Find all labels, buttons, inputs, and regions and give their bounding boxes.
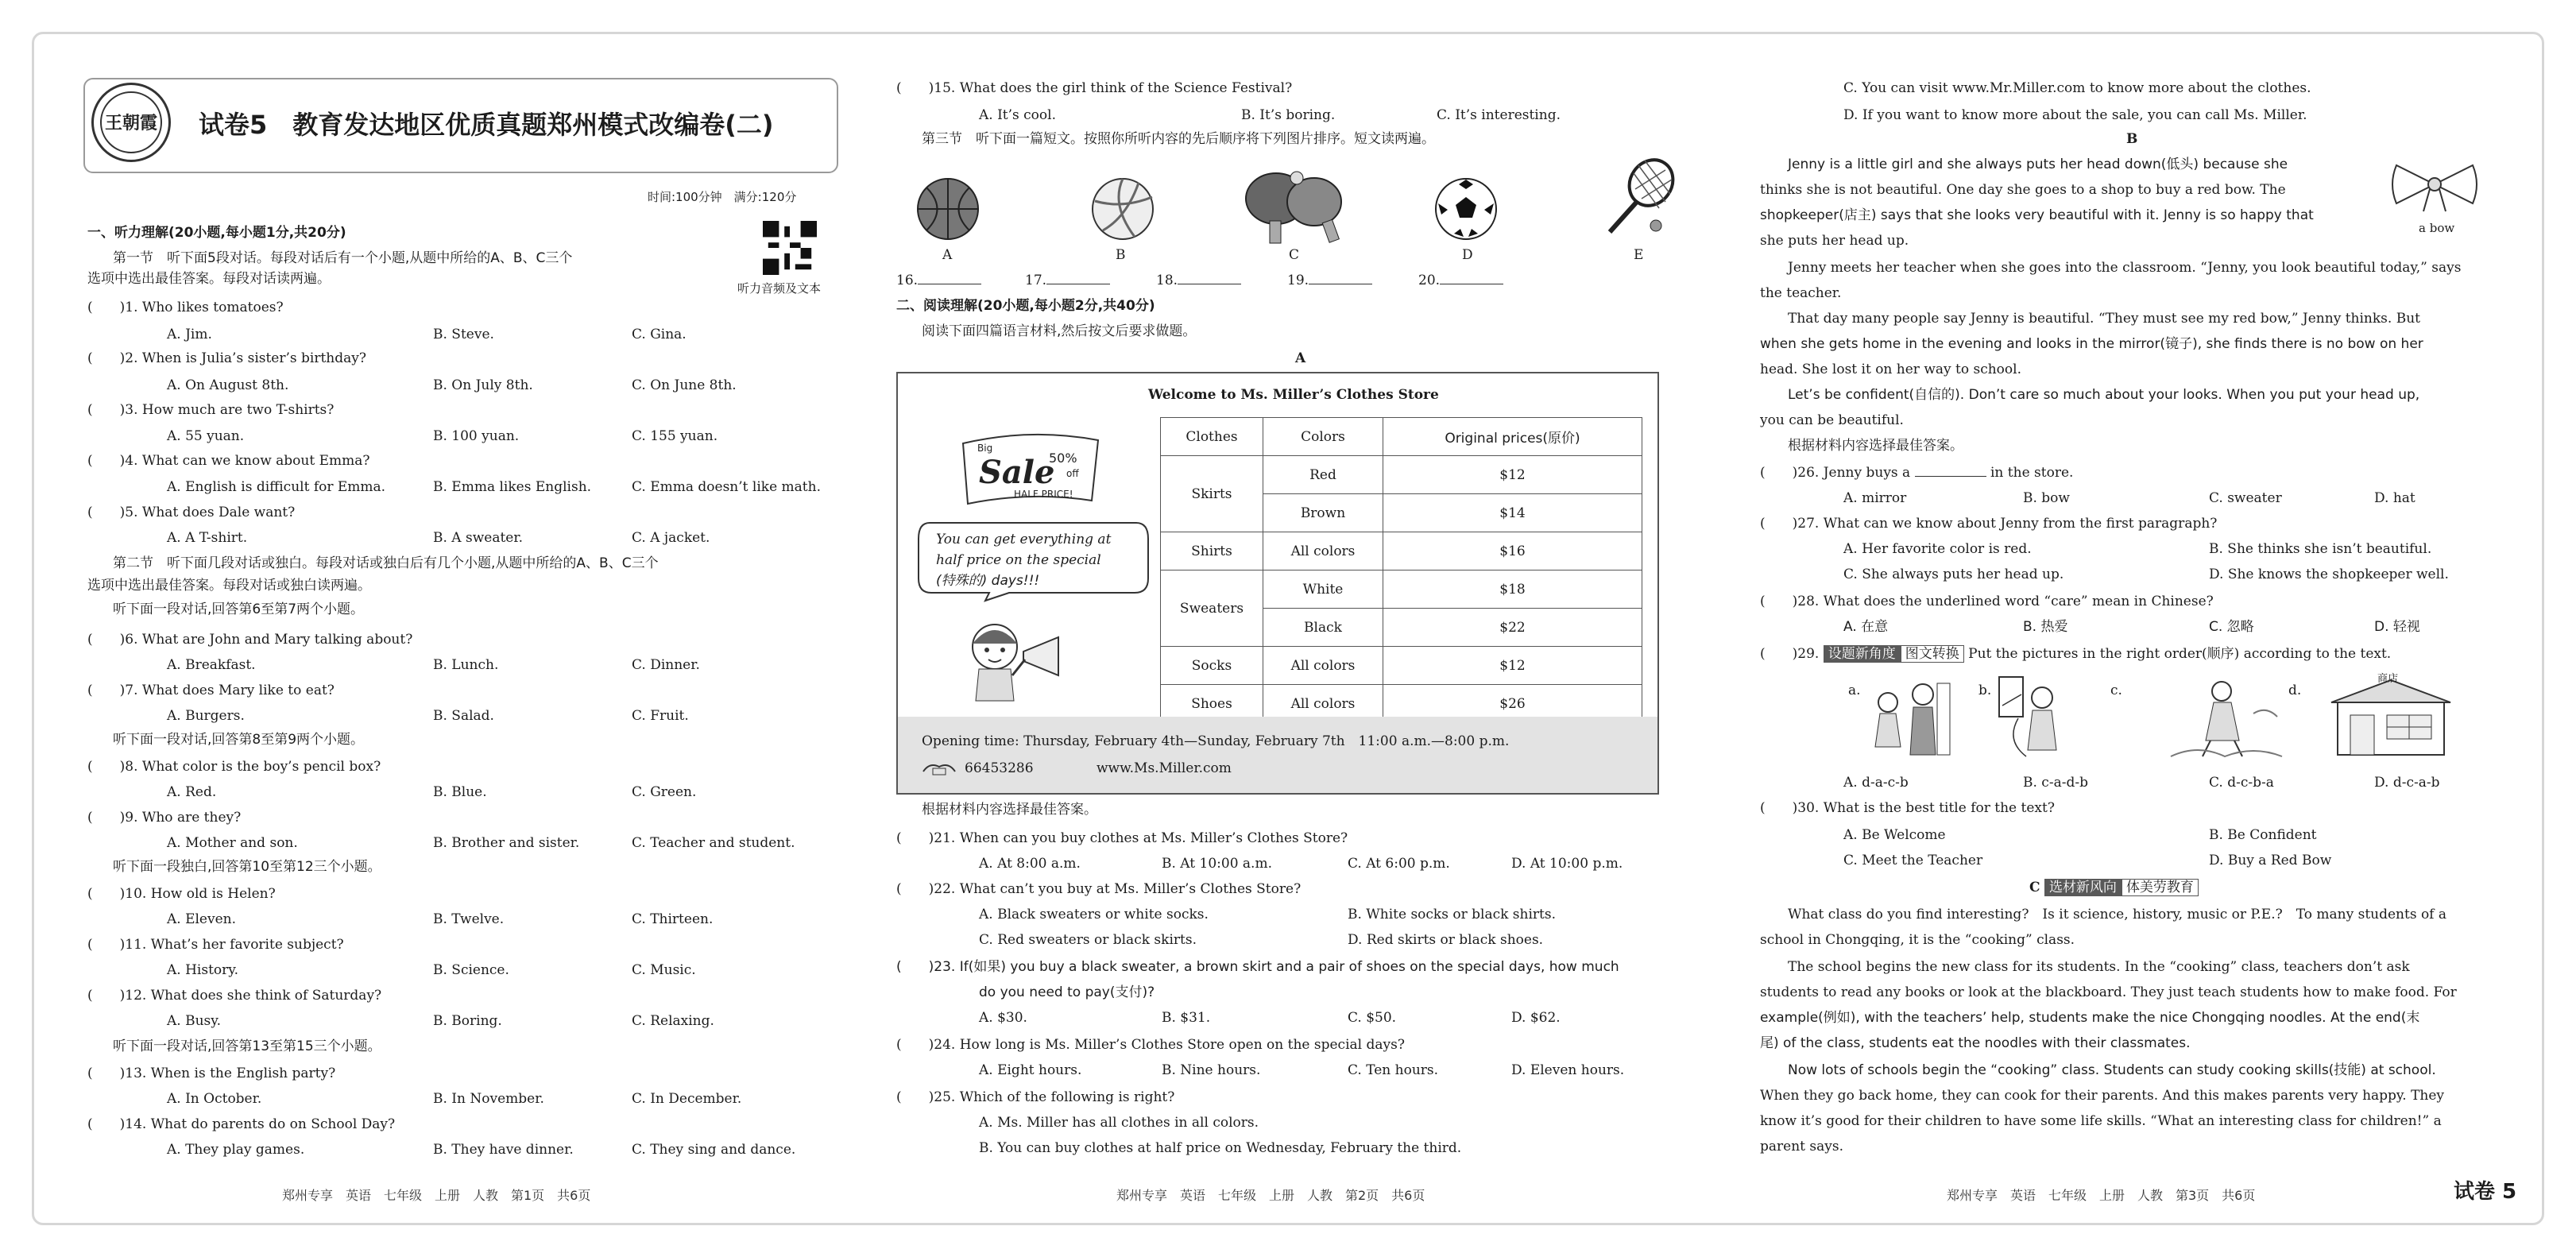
cell-shirts: Shirts	[1161, 532, 1263, 570]
passage-c-line: What class do you find interesting? Is it science, history, music or P.E.? To many students of a	[1788, 907, 2447, 922]
sale-half: HALF PRICE!	[1014, 489, 1073, 500]
option[interactable]: B. She thinks she isn’t beautiful.	[2209, 541, 2432, 557]
sale-word: Sale	[979, 454, 1055, 491]
basketball-icon	[912, 173, 984, 245]
question-29-number: ( )29.	[1760, 646, 1820, 662]
option[interactable]: B. c-a-d-b	[2023, 775, 2088, 791]
option[interactable]: C. She always puts her head up.	[1843, 567, 2064, 582]
picture-label-e: E	[1634, 247, 1644, 263]
question-26-tail: in the store.	[1990, 465, 2074, 481]
cell-shoes: Shoes	[1161, 685, 1263, 723]
option[interactable]: C. Gina.	[632, 327, 687, 342]
picture-label: b.	[1978, 683, 1992, 698]
passage-b-line: she puts her head up.	[1760, 233, 1909, 249]
walking-crowd-icon	[2166, 674, 2285, 761]
bubble-line-1: You can get everything at	[936, 532, 1112, 547]
passage-b-line: shopkeeper(店主) says that she looks very beautiful with it. Jenny is so happy that	[1760, 207, 2314, 223]
girl-mirror-icon	[1994, 674, 2066, 761]
blank-19[interactable]	[1287, 272, 1372, 289]
option[interactable]: B. $31.	[1162, 1010, 1211, 1026]
question-7: ( )7. What does Mary like to eat?	[87, 683, 335, 698]
option[interactable]: C. $50.	[1348, 1010, 1397, 1026]
section1-instruction: 第一节 听下面5段对话。每段对话后有一个小题,从题中所给的A、B、C三个	[113, 250, 573, 266]
tag-badge: 设题新角度	[1824, 645, 1901, 663]
question-11: ( )11. What’s her favorite subject?	[87, 937, 344, 953]
option[interactable]: C. Fruit.	[632, 708, 689, 724]
option[interactable]: A. A T-shirt.	[167, 530, 248, 546]
section-b-label: B	[2126, 131, 2138, 147]
section-c-label: C	[2029, 880, 2040, 895]
passage-b-line: thinks she is not beautiful. One day she goes to a shop to buy a red bow. The	[1760, 182, 2286, 198]
blank-number: 19.	[1287, 273, 1309, 288]
option[interactable]: D. $62.	[1511, 1010, 1561, 1026]
group-instruction: 听下面一段独白,回答第10至第12三个小题。	[113, 859, 381, 875]
blank-16[interactable]	[896, 272, 981, 289]
blank-number: 17.	[1025, 273, 1047, 288]
question-27: ( )27. What can we know about Jenny from the first paragraph?	[1760, 516, 2218, 532]
option[interactable]: B. Lunch.	[433, 657, 499, 673]
reading-instruction: 根据材料内容选择最佳答案。	[922, 802, 1097, 818]
logo-seal	[91, 83, 171, 162]
option[interactable]: A. Mother and son.	[167, 835, 298, 851]
option[interactable]: C. A jacket.	[632, 530, 710, 546]
option[interactable]: B. Emma likes English.	[433, 479, 592, 495]
group-instruction: 听下面一段对话,回答第13至第15三个小题。	[113, 1038, 381, 1054]
option[interactable]: D. 轻视	[2374, 619, 2420, 635]
question-8: ( )8. What color is the boy’s pencil box?	[87, 759, 381, 775]
section2-instruction-2: 选项中选出最佳答案。每段对话或独白读两遍。	[87, 578, 371, 594]
passage-b-line: the teacher.	[1760, 285, 1842, 301]
passage-c-line: example(例如), with the teachers’ help, students make the nice Chongqing noodles. At the end(末	[1760, 1010, 2420, 1026]
passage-b-line: Jenny meets her teacher when she goes into the classroom. “Jenny, you look beautiful today,” says	[1788, 260, 2462, 276]
question-12: ( )12. What does she think of Saturday?	[87, 988, 382, 1004]
option[interactable]: A. It’s cool.	[979, 107, 1056, 123]
reading-instruction: 根据材料内容选择最佳答案。	[1788, 438, 1963, 454]
girl-teacher-icon	[1864, 675, 1951, 761]
svg-text:王朝霞: 王朝霞	[104, 113, 158, 133]
question-10: ( )10. How old is Helen?	[87, 886, 276, 902]
option[interactable]: C. Relaxing.	[632, 1013, 714, 1029]
option[interactable]: C. It’s interesting.	[1437, 107, 1561, 123]
section-a-label: A	[1295, 350, 1306, 366]
store-info-bar	[898, 717, 1657, 793]
option[interactable]: A. Her favorite color is red.	[1843, 541, 2032, 557]
page-footer-2: 郑州专享 英语 七年级 上册 人教 第2页 共6页	[1116, 1188, 1425, 1203]
option[interactable]: A. At 8:00 a.m.	[979, 856, 1081, 872]
passage-c-line: 尾) of the class, students eat the noodles with their classmates.	[1760, 1035, 2191, 1051]
passage-c-line: The school begins the new class for its students. In the “cooking” class, teachers don’t ask	[1788, 959, 2410, 975]
ping-pong-icon	[1238, 167, 1349, 246]
section1-instruction-2: 选项中选出最佳答案。每段对话读两遍。	[87, 271, 331, 287]
passage-b-line: you can be beautiful.	[1760, 412, 1904, 428]
option[interactable]: C. Emma doesn’t like math.	[632, 479, 821, 495]
picture-label-c: C	[1289, 247, 1300, 263]
option[interactable]: A. Burgers.	[167, 708, 245, 724]
picture-label-a: A	[942, 247, 953, 263]
passage-c-line: know it’s good for their children to have some life skills. “What an interesting class for children!” a	[1760, 1113, 2442, 1129]
option[interactable]: C. d-c-b-a	[2209, 775, 2274, 791]
question-28: ( )28. What does the underlined word “care” mean in Chinese?	[1760, 594, 2214, 609]
question-6: ( )6. What are John and Mary talking about?	[87, 632, 413, 648]
option[interactable]: C. sweater	[2209, 490, 2282, 506]
passage-b-line: when she gets home in the evening and looks in the mirror(镜子), she finds there is no bow on her	[1760, 336, 2423, 352]
option[interactable]: B. Science.	[433, 962, 509, 978]
cell-price: $14	[1383, 494, 1642, 532]
col-header-clothes: Clothes	[1161, 418, 1263, 456]
opening-time: Opening time: Thursday, February 4th—Sunday, February 7th 11:00 a.m.—8:00 p.m.	[922, 733, 1510, 749]
option[interactable]: C. At 6:00 p.m.	[1348, 856, 1450, 872]
option[interactable]: B. On July 8th.	[433, 377, 533, 393]
question-25: ( )25. Which of the following is right?	[896, 1089, 1175, 1105]
paper-title: 试卷5 教育发达地区优质真题郑州模式改编卷(二)	[199, 110, 774, 140]
question-23: ( )23. If(如果) you buy a black sweater, a brown skirt and a pair of shoes on the special days, how much	[896, 959, 1619, 975]
cell-brown: Brown	[1263, 494, 1383, 532]
cell-white: White	[1263, 570, 1383, 609]
option[interactable]: A. mirror	[1843, 490, 1907, 506]
option[interactable]: A. Ms. Miller has all clothes in all colors.	[979, 1115, 1259, 1131]
reading-intro: 阅读下面四篇语言材料,然后按文后要求做题。	[922, 323, 1197, 339]
group-instruction: 听下面一段对话,回答第8至第9两个小题。	[113, 732, 365, 748]
cell-price: $12	[1383, 647, 1642, 685]
blank-17[interactable]	[1025, 272, 1110, 289]
shop-sign: 商店	[2377, 673, 2399, 685]
option[interactable]: C. Dinner.	[632, 657, 700, 673]
option[interactable]: B. bow	[2023, 490, 2070, 506]
option[interactable]: C. Ten hours.	[1348, 1062, 1439, 1078]
cell-skirts: Skirts	[1161, 456, 1263, 532]
col-header-prices: Original prices(原价)	[1383, 418, 1642, 456]
picture-label-d: D	[1462, 247, 1473, 263]
passage-c-line: students to read any books or look at the blackboard. They just teach students how to make food. For	[1760, 984, 2457, 1000]
group-instruction: 听下面一段对话,回答第6至第7两个小题。	[113, 601, 365, 617]
passage-c-line: Now lots of schools begin the “cooking” class. Students can study cooking skills(技能) at school.	[1788, 1062, 2436, 1078]
picture-label: c.	[2110, 683, 2122, 698]
option[interactable]: C. You can visit www.Mr.Miller.com to know more about the clothes.	[1843, 80, 2311, 96]
paper-number: 试卷 5	[2454, 1180, 2517, 1204]
option[interactable]: B. You can buy clothes at half price on Wednesday, February the third.	[979, 1140, 1462, 1156]
cell-price: $18	[1383, 570, 1642, 609]
cell-sweaters: Sweaters	[1161, 570, 1263, 647]
option[interactable]: B. 热爱	[2023, 619, 2068, 635]
option[interactable]: A. In October.	[167, 1091, 262, 1107]
bubble-line-2: half price on the special	[936, 552, 1101, 568]
option[interactable]: C. 忽略	[2209, 619, 2254, 635]
tennis-racket-icon	[1597, 156, 1684, 243]
answer-blank[interactable]	[1915, 476, 1986, 477]
option[interactable]: B. Be Confident	[2209, 827, 2317, 843]
passage-b-line: Jenny is a little girl and she always puts her head down(低头) because she	[1788, 157, 2288, 172]
option[interactable]: D. hat	[2374, 490, 2415, 506]
option[interactable]: A. They play games.	[167, 1142, 305, 1158]
question-29	[1760, 645, 2391, 663]
option[interactable]: B. They have dinner.	[433, 1142, 574, 1158]
option[interactable]: D. She knows the shopkeeper well.	[2209, 567, 2449, 582]
qr-caption: 听力音频及文本	[737, 281, 822, 296]
question-29-text: Put the pictures in the right order(顺序) according to the text.	[1968, 646, 2392, 662]
blank-number: 16.	[896, 273, 919, 288]
store-phone: 66453286	[965, 760, 1034, 776]
question-24: ( )24. How long is Ms. Miller’s Clothes Store open on the special days?	[896, 1037, 1405, 1053]
option[interactable]: D. d-c-a-b	[2374, 775, 2440, 791]
section-c-heading	[2029, 879, 2199, 896]
qr-code-icon[interactable]	[763, 221, 817, 275]
option[interactable]: A. $30.	[979, 1010, 1027, 1026]
store-website[interactable]: www.Ms.Miller.com	[1097, 760, 1232, 776]
price-table	[1160, 417, 1642, 723]
blank-18[interactable]	[1156, 272, 1241, 289]
volleyball-icon	[1087, 173, 1158, 245]
option[interactable]: B. In November.	[433, 1091, 544, 1107]
option[interactable]: B. Nine hours.	[1162, 1062, 1261, 1078]
option[interactable]: C. Green.	[632, 784, 697, 800]
girl-megaphone-icon	[955, 612, 1082, 707]
question-26	[1760, 464, 2073, 482]
cell-red: Red	[1263, 456, 1383, 494]
option[interactable]: D. Buy a Red Bow	[2209, 853, 2332, 868]
part1-heading: 一、听力理解(20小题,每小题1分,共20分)	[87, 225, 346, 241]
option[interactable]: D. If you want to know more about the sale, you can call Ms. Miller.	[1843, 107, 2307, 123]
option[interactable]: A. Eleven.	[167, 911, 237, 927]
option[interactable]: A. Be Welcome	[1843, 827, 1946, 843]
sale-tag-icon	[955, 427, 1106, 507]
option[interactable]: C. Thirteen.	[632, 911, 714, 927]
cell-black: Black	[1263, 609, 1383, 647]
blank-number: 18.	[1156, 273, 1178, 288]
option[interactable]: A. On August 8th.	[167, 377, 289, 393]
option[interactable]: A. Red.	[167, 784, 217, 800]
option[interactable]: B. 100 yuan.	[433, 428, 520, 444]
question-23-cont: do you need to pay(支付)?	[979, 984, 1155, 1000]
picture-label: d.	[2288, 683, 2302, 698]
option[interactable]: B. At 10:00 a.m.	[1162, 856, 1272, 872]
option[interactable]: D. Red skirts or black shoes.	[1348, 932, 1544, 948]
option[interactable]: B. It’s boring.	[1241, 107, 1336, 123]
cell-price: $12	[1383, 456, 1642, 494]
option[interactable]: A. Breakfast.	[167, 657, 256, 673]
option[interactable]: A. Eight hours.	[979, 1062, 1082, 1078]
question-9: ( )9. Who are they?	[87, 810, 242, 826]
option[interactable]: C. In December.	[632, 1091, 742, 1107]
question-26-text: ( )26. Jenny buys a	[1760, 465, 1911, 481]
exam-meta: 时间:100分钟 满分:120分	[648, 190, 797, 204]
logo-icon	[98, 89, 164, 156]
question-3: ( )3. How much are two T-shirts?	[87, 402, 335, 418]
question-1: ( )1. Who likes tomatoes?	[87, 300, 284, 315]
question-30: ( )30. What is the best title for the text?	[1760, 800, 2055, 816]
col-header-colors: Colors	[1263, 418, 1383, 456]
option[interactable]: C. Meet the Teacher	[1843, 853, 1983, 868]
question-13: ( )13. When is the English party?	[87, 1066, 336, 1081]
option[interactable]: C. They sing and dance.	[632, 1142, 796, 1158]
blank-number: 20.	[1418, 273, 1441, 288]
passage-c-line: school in Chongqing, it is the “cooking” class.	[1760, 932, 2075, 948]
option[interactable]: A. d-a-c-b	[1843, 775, 1909, 791]
section2-instruction: 第二节 听下面几段对话或独白。每段对话或独白后有几个小题,从题中所给的A、B、C三个	[113, 555, 659, 571]
sale-off: off	[1066, 468, 1079, 479]
option[interactable]: C. 155 yuan.	[632, 428, 718, 444]
cell-all-colors: All colors	[1263, 685, 1383, 723]
store-ad	[896, 372, 1659, 795]
bow-icon	[2387, 159, 2482, 215]
option[interactable]: A. 在意	[1843, 619, 1889, 635]
store-title: Welcome to Ms. Miller’s Clothes Store	[1148, 387, 1439, 403]
sale-big-text: Big	[977, 443, 993, 454]
question-21: ( )21. When can you buy clothes at Ms. Miller’s Clothes Store?	[896, 830, 1348, 846]
tag-badge: 体美劳教育	[2122, 879, 2199, 896]
section3-instruction: 第三节 听下面一篇短文。按照你所听内容的先后顺序将下列图片排序。短文读两遍。	[922, 131, 1435, 147]
option[interactable]: C. Red sweaters or black skirts.	[979, 932, 1197, 948]
option[interactable]: D. At 10:00 p.m.	[1511, 856, 1623, 872]
passage-b-line: That day many people say Jenny is beautiful. “They must see my red bow,” Jenny thinks. But	[1788, 311, 2420, 327]
sale-percent: 50%	[1049, 451, 1077, 466]
page-footer-1: 郑州专享 英语 七年级 上册 人教 第1页 共6页	[282, 1188, 591, 1203]
cell-price: $22	[1383, 609, 1642, 647]
passage-b-line: head. She lost it on her way to school.	[1760, 362, 2021, 377]
option[interactable]: C. Music.	[632, 962, 696, 978]
option[interactable]: A. History.	[167, 962, 239, 978]
option[interactable]: B. Steve.	[433, 327, 494, 342]
question-22: ( )22. What can’t you buy at Ms. Miller’s Clothes Store?	[896, 881, 1302, 897]
passage-b-line: Let’s be confident(自信的). Don’t care so much about your looks. When you put your head up,	[1788, 387, 2420, 403]
cell-socks: Socks	[1161, 647, 1263, 685]
passage-c-line: When they go back home, they can cook for their parents. And this makes parents very happy. They	[1760, 1088, 2445, 1104]
bow-caption: a bow	[2419, 221, 2455, 235]
picture-label-b: B	[1116, 247, 1126, 263]
question-15: ( )15. What does the girl think of the Science Festival?	[896, 80, 1293, 96]
option[interactable]: D. Eleven hours.	[1511, 1062, 1625, 1078]
question-4: ( )4. What can we know about Emma?	[87, 453, 370, 469]
question-14: ( )14. What do parents do on School Day?	[87, 1116, 396, 1132]
cell-price: $16	[1383, 532, 1642, 570]
option[interactable]: A. Busy.	[167, 1013, 221, 1029]
phone-icon	[922, 760, 957, 776]
option[interactable]: B. Boring.	[433, 1013, 502, 1029]
bubble-line-3: (特殊的) days!!!	[936, 573, 1040, 589]
question-2: ( )2. When is Julia’s sister’s birthday?	[87, 350, 366, 366]
option[interactable]: A. Black sweaters or white socks.	[979, 907, 1209, 922]
option[interactable]: B. White socks or black shirts.	[1348, 907, 1557, 922]
football-icon	[1430, 173, 1502, 245]
tag-badge: 选材新风向	[2044, 879, 2122, 896]
question-5: ( )5. What does Dale want?	[87, 505, 296, 520]
option[interactable]: B. Twelve.	[433, 911, 505, 927]
option[interactable]: A. English is difficult for Emma.	[167, 479, 386, 495]
option[interactable]: A. Jim.	[167, 327, 212, 342]
passage-c-line: parent says.	[1760, 1139, 1843, 1155]
picture-label: a.	[1848, 683, 1861, 698]
blank-20[interactable]	[1418, 272, 1503, 289]
option[interactable]: B. Salad.	[433, 708, 494, 724]
cell-all-colors: All colors	[1263, 532, 1383, 570]
cell-all-colors: All colors	[1263, 647, 1383, 685]
tag-badge: 图文转换	[1901, 645, 1964, 663]
part2-heading: 二、阅读理解(20小题,每小题2分,共40分)	[896, 298, 1155, 314]
option[interactable]: B. Blue.	[433, 784, 487, 800]
option[interactable]: C. Teacher and student.	[632, 835, 795, 851]
option[interactable]: B. Brother and sister.	[433, 835, 580, 851]
cell-price: $26	[1383, 685, 1642, 723]
option[interactable]: A. 55 yuan.	[167, 428, 245, 444]
page-footer-3: 郑州专享 英语 七年级 上册 人教 第3页 共6页	[1947, 1188, 2256, 1203]
option[interactable]: B. A sweater.	[433, 530, 524, 546]
option[interactable]: C. On June 8th.	[632, 377, 737, 393]
